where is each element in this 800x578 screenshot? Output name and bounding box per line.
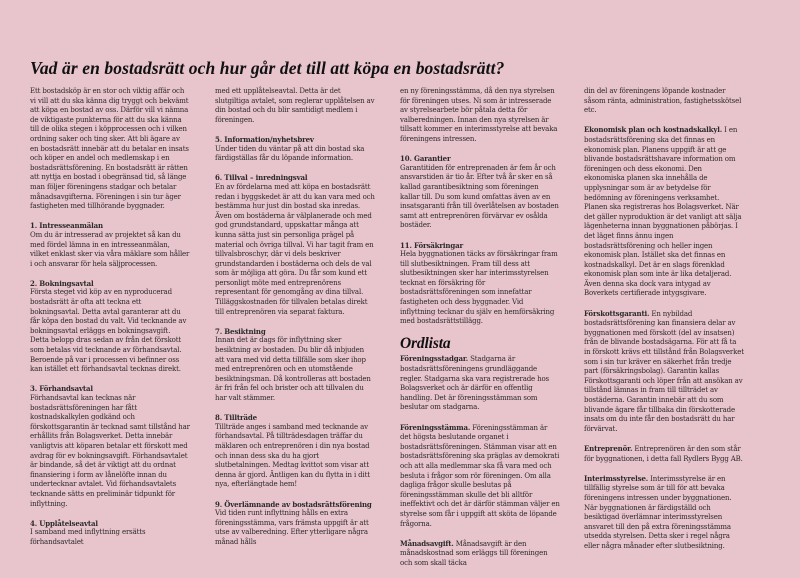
glossary-term: Föreningsstadgar. (400, 354, 469, 364)
continuation-text: en ny föreningsstämma, då den nya styrelsen för föreningen utses. Ni som är intresserade av styrelsearbete bör påtala detta för valberedningen. Innan den nya styrelsen är tillsatt kommer en interimsstyrelse att bevaka föreningens intressen. (400, 87, 558, 143)
section-heading: 10. Garantier (400, 154, 451, 164)
glossary-entry (400, 354, 560, 413)
section-forhandsavtal (30, 384, 190, 509)
glossary-term: Månadsavgift. (400, 538, 454, 548)
column-2 (215, 87, 375, 557)
section-heading: 1. Intresseanmälan (30, 221, 103, 231)
section-heading: 9. Överlämnande av bostadsrättsförening (215, 499, 372, 509)
intro-paragraph (30, 87, 190, 212)
intro-text: Ett bostadsköp är en stor och viktig affär och vi vill att du ska känna dig tryggt och bekvämt att köpa en bostad av oss. Därför vill vi nämna de viktigaste punkterna för att du ska känna till de olika stegen i köpprocessen och i vilken ordning saker och ting sker. Att bli ägare av en bostadsrätt innebär att du betalar en insats och köper en andel och medlemskap i en bostadsrättsförening. En bostadsrätt är rätten att nyttja en bostad i obegränsad tid, så länge man följer föreningens stadgar och betalar månadsavgifterna. Föreningen i sin tur äger fastigheten med tillhörande byggnader. (30, 87, 189, 211)
section-heading: 11. Försäkringar (400, 240, 464, 250)
glossary-term: Interimsstyrelse. (584, 473, 649, 483)
glossary-term: Ekonomisk plan och kostnadskalkyl. (584, 125, 723, 135)
section-text: Första steget vid köp av en nyproducerad bostadsrätt är ofta att teckna ett bokningsavtal. Detta avtal garanterar att du får köpa den bostad du valt. Vid tecknande av bokningsavtal erläggs en bokningsavgift. Detta belopp dras sedan av från det förskott som betalas vid tecknande av förhandsavtal. Beroende på var i processen vi befinner oss kan istället ett förhandsavtal tecknas direkt. (30, 288, 187, 374)
continuation-paragraph (215, 87, 375, 125)
glossary-manadsavgift (400, 539, 560, 569)
section-heading: 5. Information/nyhetsbrev (215, 134, 314, 144)
section-overlamnande (215, 500, 375, 548)
section-heading: 6. Tillval – inredningsval (215, 173, 308, 183)
glossary-definition: Stadgarna är bostadsrättsföreningens grundläggande regler. Stadgarna ska vara registrerade hos Bolagsverket och är därför en offentlig handling. Det är föreningsstämman som beslutar om stadgarna. (400, 355, 549, 412)
glossary-interimsstyrelse (584, 474, 744, 552)
section-upplatelseavtal (30, 519, 190, 548)
ordlista-heading: Ordlista (400, 335, 451, 353)
section-text: En av fördelarna med att köpa en bostadsrätt redan i byggskedet är att du kan vara med och bestämma hur just din bostad ska inredas. Även om bostäderna är välplanerade och med god grundstandard, uppskattar många att kunna sätta just sin personliga prägel på material och övriga tillval. Vi har tagit fram en tillvalsbroschyr, där vi dels beskriver grundstandarden i bostäderna och dels de val som är möjliga att göra. Du får som kund ett personligt möte med entreprenörens representant för genomgång av dina tillval. Tilläggskostnaden för tillvalen betalas direkt till entreprenören via separat faktura. (215, 182, 375, 316)
section-bokningsavtal (30, 279, 190, 375)
section-text: Om du är intresserad av projektet så kan du med fördel lämna in en intresseanmälan, vilket enklast sker via våra mäklare som håller i och ansvarar för hela säljprocessen. (30, 230, 190, 268)
section-besiktning (215, 327, 375, 404)
glossary-entry (584, 125, 744, 299)
glossary-entry (584, 444, 744, 464)
section-text: I samband med inflyttning ersätts förhandsavtalet (30, 528, 146, 546)
section-tilltrade (215, 413, 375, 490)
section-text: Hela byggnationen täcks av försäkringar fram till slutbesiktningen. Fram till dess att slutbesiktningen sker har interimsstyrelsen tecknat en försäkring för bostadsrättsföreningen som innefattar fastigheten och dess byggnader. Vid inflyttning tecknar du själv en hemförsäkring med bostadsrättstillägg. (400, 250, 558, 326)
section-tillval (215, 173, 375, 317)
glossary-definition: Månadsavgift är den månadskostnad som erläggs till föreningen och som skall täcka (400, 539, 548, 567)
glossary-definition: Föreningsstämman är det högsta beslutande organet i bostadsrättsföreningen. Stämman visar att en bostadsrättsförening ska präglas av demokrati och att alla medlemmar ska få vara med och besluta i frågor som rör föreningen. Om alla dagliga frågor skulle beslutas på föreningsstämman skulle det bli alltför ineffektivt och det är därför stämman väljer en styrelse som får i uppgift att sköta de löpande frågorna. (400, 423, 560, 528)
glossary-foreningsstadgar (400, 354, 560, 413)
glossary-definition: Entreprenören är den som står för byggnationen, i detta fall Rydlers Bygg AB. (584, 444, 743, 463)
glossary-entry (584, 309, 744, 435)
section-heading: 2. Bokningsavtal (30, 278, 94, 288)
glossary-term: Entreprenör. (584, 443, 633, 453)
continuation-text: din del av föreningens löpande kostnader såsom ränta, administration, fastighetsskötsel etc. (584, 87, 742, 115)
continuation-paragraph (584, 87, 744, 116)
glossary-entry (400, 423, 560, 530)
continuation-paragraph (400, 87, 560, 145)
section-heading: 7. Besiktning (215, 326, 266, 336)
section-heading: 4. Upplåtelseavtal (30, 518, 98, 528)
glossary-definition: I en bostadsrättsförening ska det finnas en ekonomisk plan. Planens uppgift är att ge blivande bostadsrättshavare information om föreningen och dess ekonomi. Den ekonomiska planen ska innehålla de upplysningar som är av betydelse för bedömning av föreningens verksamhet. Planen ska registreras hos Bolagsverket. När det gäller nyproduktion är det vanligt att sälja lägenheterna innan byggnationen påbörjas. I det läget finns ännu ingen bostadsrättsförening och heller ingen ekonomisk plan. Istället ska det finnas en kostnadskalkyl. Det är en slags förenklad ekonomisk plan som inte är lika detaljerad. Även denna ska dock vara intygad av Boverkets certifierade intygsgivare. (584, 126, 742, 298)
glossary-definition: Interimsstyrelse är en tillfällig styrelse som är till för att bevaka föreningens intressen under byggnationen. När byggnationen är färdigställd och besiktigad överlämnar interimsstyrelsen ansvaret till den på extra föreningsstämma utsedda styrelsen. Detta sker i regel några eller några månader efter slutbesiktning. (584, 474, 732, 550)
column-3 (400, 87, 560, 578)
section-text: Förhandsavtal kan tecknas när bostadsrättsföreningen har fått kostnadskalkylen godkänd och förskottsgarantin är tecknad samt tillstånd har erhållits från Bolagsverket. Detta innebär vanligtvis att köparen betalar ett förskott med avdrag för ev bokningsavgift. Förhandsavtalet är bindande, så det är viktigt att du ordnat finansiering i form av lånelöfte innan du undertecknar avtalet. Vid förhandsavtalets tecknande sätts en preliminär tidpunkt för inflyttning. (30, 394, 190, 508)
section-intresseanmalan (30, 221, 190, 269)
glossary-foreningsstamma (400, 423, 560, 530)
glossary-entry (584, 474, 744, 552)
glossary-term: Förskottsgaranti. (584, 308, 650, 318)
glossary-forskottsgaranti (584, 309, 744, 435)
section-heading: 8. Tillträde (215, 413, 257, 423)
section-text: Vid tiden runt inflyttning hålls en extra föreningsstämma, vars främsta uppgift är att utse av valberedning. Efter ytterligare några månad hålls (215, 509, 369, 546)
section-information (215, 135, 375, 164)
column-1 (30, 87, 190, 557)
section-forsakringar (400, 241, 560, 327)
glossary-entry (400, 539, 560, 569)
glossary-entreprenor (584, 444, 744, 464)
continuation-text: med ett upplåtelseavtal. Detta är det slutgiltiga avtalet, som reglerar upplåtelsen av din bostad och du blir samtidigt medlem i föreningen. (215, 87, 375, 124)
section-text: Garantitiden för entreprenaden är fem år och ansvarstiden är tio år. Efter två år sker en så kallad garantibesiktning som föreningen kallar till. Du som kund omfattas även av en insatsgaranti från till överlåtelsen av bostaden samt att entreprenören förvärvar ev osålda bostäder. (400, 163, 559, 230)
glossary-definition: En nybildad bostadsrättsförening kan finansiera delar av byggnationen med förskott (del av insatsen) från de blivande bostadsägarna. För att få ta in förskott krävs ett tillstånd från Bolagsverket som i sin tur kräver en säkerhet från tredje part (försäkringsbolag). Garantin kallas Förskottsgaranti och löper från att ansökan av tillstånd lämnas in fram till tillträdet av bostäderna. Garantin innebär att du som blivande ägare får tillbaka din förskotterade insats om du inte får den bostadsrätt du har förvärvat. (584, 309, 744, 433)
glossary-ekonomisk-plan (584, 125, 744, 299)
section-text: Innan det är dags för inflyttning sker besiktning av bostaden. Du blir då inbjuden att vara med vid detta tillfälle som sker ihop med entreprenören och en utomstående besiktningsman. Då kontrolleras att bostaden är fri från fel och brister och att tillvalen du har valt stämmer. (215, 336, 371, 402)
section-text: Tillträde anges i samband med tecknande av förhandsavtal. På tillträdesdagen träffar du mäklaren och entreprenören i din nya bostad och innan dess ska du ha gjort slutbetalningen. Medtag kvittot som visar att denna är gjord. Äntligen kan du flytta in i ditt nya, efterlängtade hem! (215, 422, 370, 489)
column-4 (584, 87, 744, 561)
glossary-term: Föreningsstämma. (400, 422, 471, 432)
page-title: Vad är en bostadsrätt och hur går det till att köpa en bostadsrätt? (30, 58, 505, 78)
section-heading: 3. Förhandsavtal (30, 384, 93, 394)
section-garantier (400, 154, 560, 231)
section-text: Under tiden du väntar på att din bostad ska färdigställas får du löpande information. (215, 144, 365, 163)
